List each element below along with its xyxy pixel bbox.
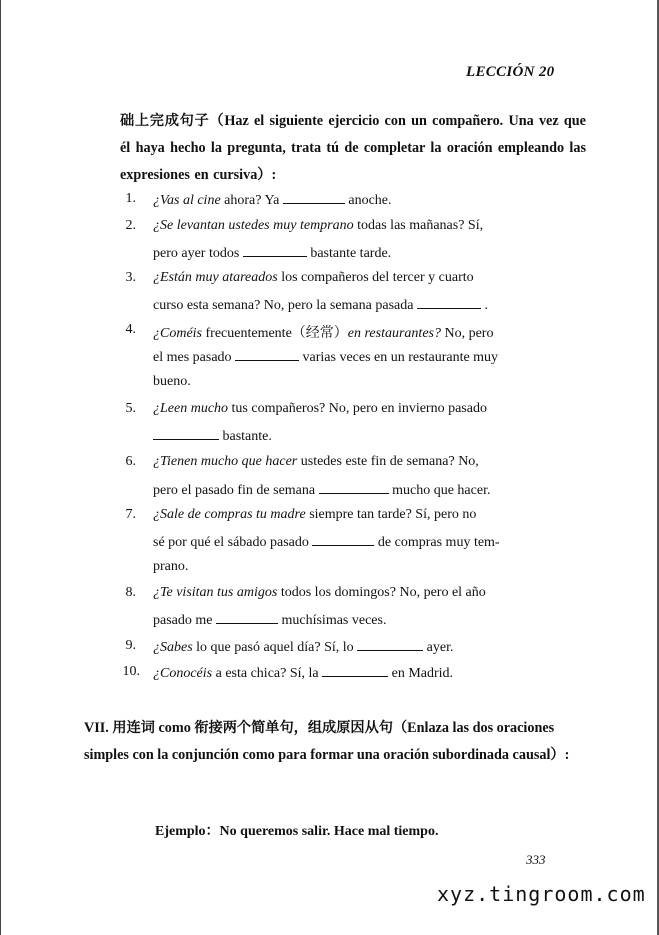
list-item-continuation: pero ayer todos bastante tarde. [153, 246, 392, 261]
list-item: ¿Vas al cine ahora? Ya anoche. [153, 193, 392, 208]
list-item-continuation: prano. [153, 559, 189, 574]
answer-blank[interactable] [153, 427, 219, 440]
list-item: ¿Sabes lo que pasó aquel día? Sí, lo ayer. [153, 640, 454, 655]
item-number: 2. [125, 218, 136, 233]
item-number: 5. [125, 401, 136, 416]
list-item: ¿Están muy atareados los compañeros del tercer y cuarto [153, 270, 474, 285]
item-number: 4. [125, 322, 136, 337]
instruction-spanish: （Haz el siguiente ejercicio con un compañero. Una vez que él haya hecho la pregunta, trata tú de completar la oración empleando las expresiones en cursiva）: [120, 113, 586, 183]
list-item: ¿Coméis frecuentemente（经常）en restaurantes? No, pero [153, 326, 494, 341]
page-number: 333 [526, 852, 546, 867]
watermark: xyz.tingroom.com [437, 882, 646, 906]
list-item: ¿Sale de compras tu madre siempre tan tarde? Sí, pero no [153, 507, 477, 522]
answer-blank[interactable] [319, 481, 389, 494]
list-item: ¿Conocéis a esta chica? Sí, la en Madrid. [153, 666, 454, 681]
list-item-continuation: pasado me muchísimas veces. [153, 613, 387, 628]
list-item-continuation: pero el pasado fin de semana mucho que hacer. [153, 483, 491, 498]
lesson-title: LECCIÓN 20 [466, 64, 555, 80]
answer-blank[interactable] [312, 533, 374, 546]
answer-blank[interactable] [243, 244, 307, 257]
section-chinese: 用连词 como 衔接两个简单句，组成原因从句 [112, 720, 393, 736]
example-sentence: Ejemplo：No queremos salir. Hace mal tiempo. [155, 824, 439, 839]
item-number: 10. [122, 664, 140, 679]
section-vii-heading [84, 715, 579, 769]
item-number: 9. [125, 638, 136, 653]
answer-blank[interactable] [235, 348, 299, 361]
item-number: 3. [125, 270, 136, 285]
list-item-continuation: el mes pasado varias veces en un restaurante muy [153, 350, 499, 365]
list-item-continuation: curso esta semana? No, pero la semana pasada . [153, 298, 488, 313]
section-spanish: （Enlaza las dos oraciones simples con la conjunción como para formar una oración subordinada causal）: [84, 720, 570, 763]
answer-blank[interactable] [283, 191, 345, 204]
list-item-continuation: sé por qué el sábado pasado de compras muy tem- [153, 535, 500, 550]
page-edge-left [0, 0, 1, 935]
item-number: 1. [125, 191, 136, 206]
answer-blank[interactable] [216, 611, 278, 624]
answer-blank[interactable] [357, 638, 423, 651]
answer-blank[interactable] [322, 664, 388, 677]
section-numeral: VII. [84, 720, 109, 736]
list-item: ¿Tienen mucho que hacer ustedes este fin de semana? No, [153, 454, 479, 469]
item-number: 7. [125, 507, 136, 522]
item-number: 6. [125, 454, 136, 469]
list-item: ¿Se levantan ustedes muy temprano todas las mañanas? Sí, [153, 218, 484, 233]
answer-blank[interactable] [417, 296, 481, 309]
list-item: ¿Leen mucho tus compañeros? No, pero en invierno pasado [153, 401, 487, 416]
list-item-continuation: bueno. [153, 374, 191, 389]
list-item-continuation: bastante. [153, 427, 272, 445]
list-item: ¿Te visitan tus amigos todos los domingos? No, pero el año [153, 585, 486, 600]
instruction-chinese: 础上完成句子 [120, 113, 210, 129]
exercise-instructions [120, 108, 586, 189]
item-number: 8. [125, 585, 136, 600]
